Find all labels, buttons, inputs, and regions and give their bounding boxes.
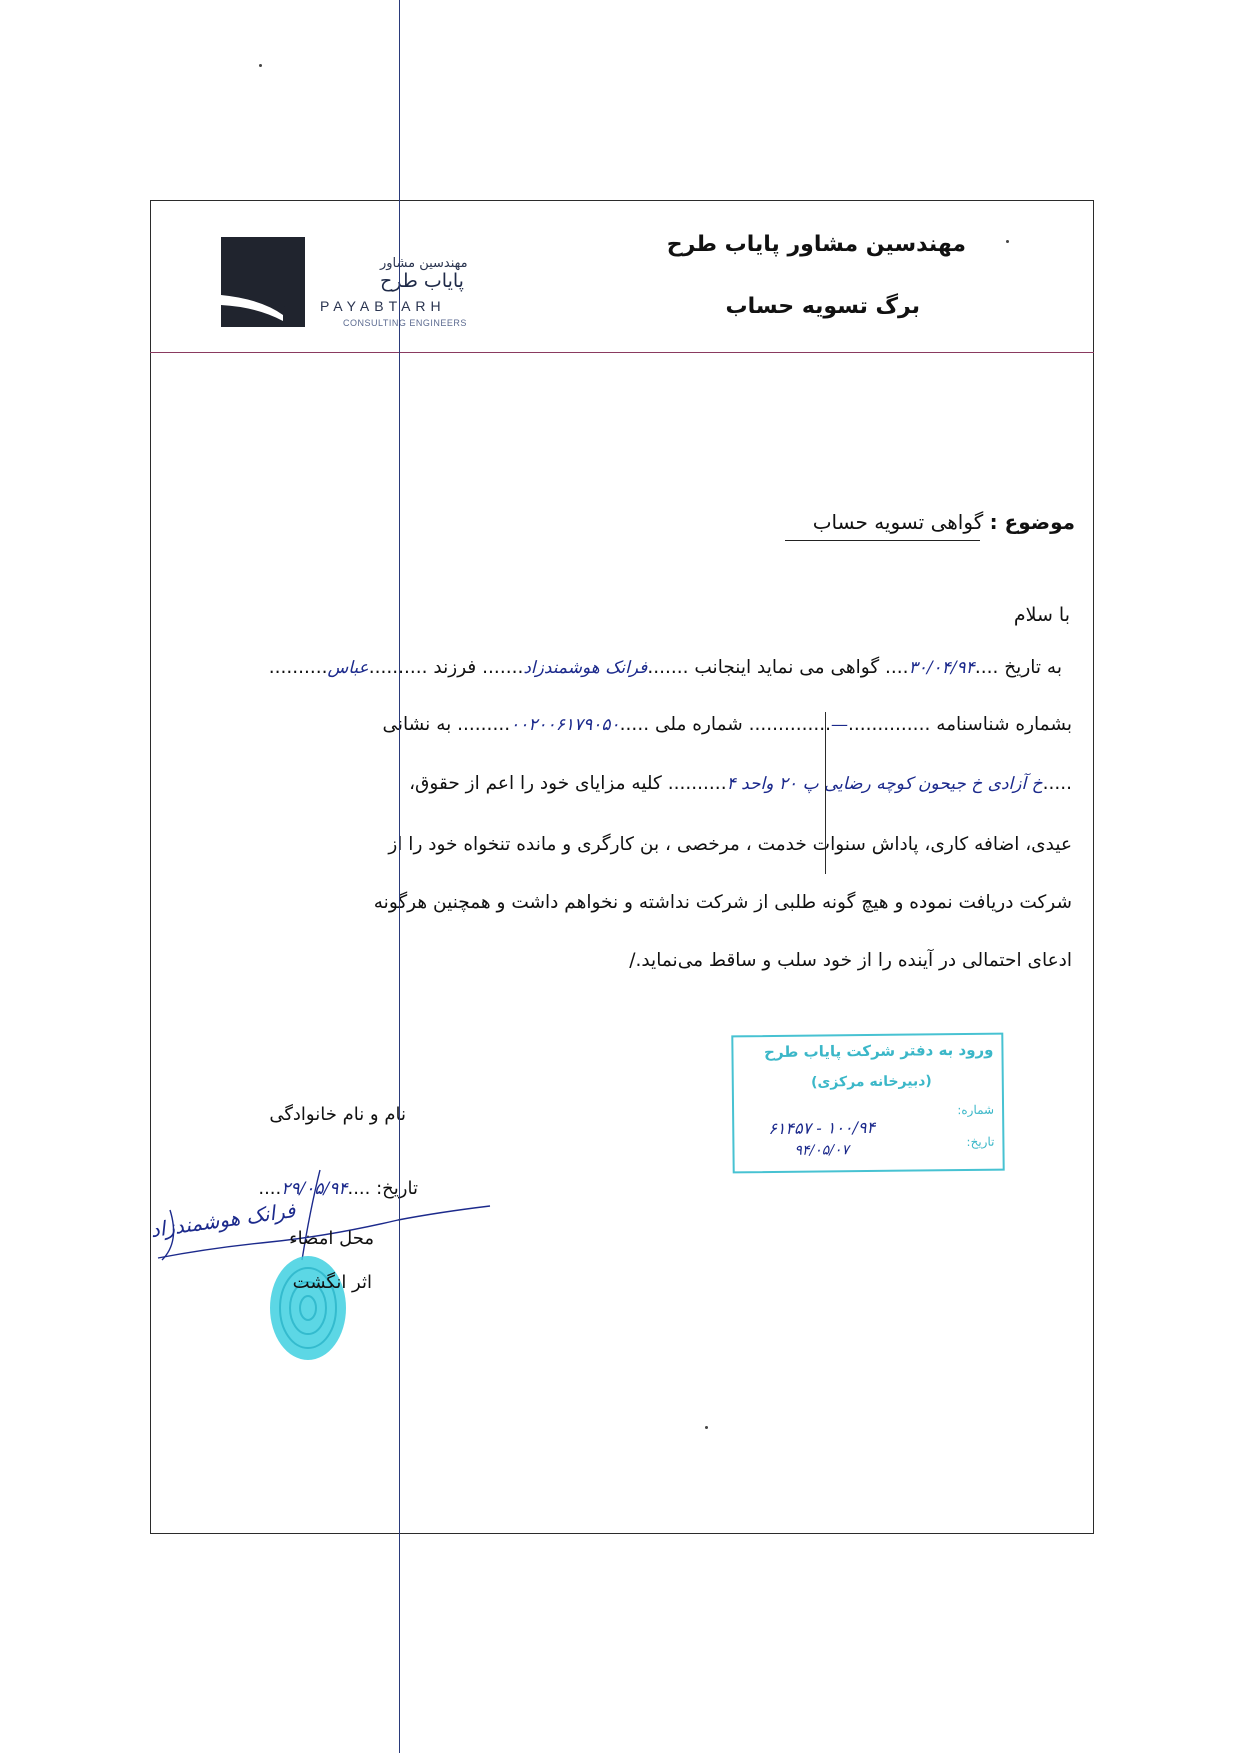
body-line-5: شرکت دریافت نموده و هیچ گونه طلبی از شرکت نداشته و نخواهم داشت و همچنین هرگونه: [373, 892, 1072, 913]
birth-certificate-label: بشماره شناسنامه: [936, 714, 1072, 735]
handwritten-father-name: عباس: [327, 658, 369, 678]
body-line-4: عیدی، اضافه کاری، پاداش سنوات خدمت ، مرخصی ، بن کارگری و مانده تنخواه خود را از: [388, 834, 1072, 855]
signature: فرانک هوشمندزاد: [149, 1197, 297, 1243]
handwritten-birth-number: —: [831, 715, 848, 735]
subject-text: گواهی تسویه حساب: [812, 510, 984, 534]
fingerprint-icon: [262, 1246, 354, 1366]
body-line-3: .....خ آزادی خ جیحون کوچه رضایی پ ۲۰ واحد ۴.......... کلیه مزایای خود را اعم از حقوق،: [409, 773, 1072, 794]
fullname-label: نام و نام خانوادگی: [269, 1104, 406, 1125]
certify-text: گواهی می نماید اینجانب: [694, 657, 880, 678]
fingerprint-place-label: اثر انگشت: [292, 1272, 372, 1293]
greeting: با سلام: [1013, 604, 1070, 626]
form-title: برگ تسویه حساب: [725, 294, 920, 319]
header-separator: [150, 352, 1094, 353]
footer-date-value: ۲۹/۰۵/۹۴: [281, 1179, 348, 1199]
logo-name-en: PAYABTARH: [320, 298, 446, 314]
scan-speck: [259, 64, 262, 67]
handwritten-date: ۳۰/۰۴/۹۴: [908, 658, 975, 678]
address-label: به نشانی: [382, 714, 452, 735]
scan-speck: [705, 1426, 708, 1429]
stamp-title: ورود به دفتر شرکت پایاب طرح: [764, 1040, 994, 1062]
stamp-date-label: تاریخ:: [966, 1134, 995, 1149]
body-line-2: بشماره شناسنامه ..............—.............. شماره ملی .....۰۰۲۰۰۶۱۷۹۰۵۰......... به نشانی: [382, 714, 1072, 735]
reception-stamp: [731, 1033, 1004, 1174]
footer-date-line: تاریخ: ....۲۹/۰۵/۹۴....: [258, 1178, 418, 1199]
stamp-date-value: ۹۴/۰۵/۰۷: [794, 1142, 850, 1159]
handwritten-name: فرانک هوشمندزاد: [523, 658, 648, 678]
scan-speck: [1006, 240, 1009, 243]
company-name: مهندسین مشاور پایاب طرح: [666, 232, 966, 257]
national-id-label: شماره ملی: [654, 714, 743, 735]
scan-vertical-line: [399, 0, 400, 1753]
date-prefix: به تاریخ: [1004, 657, 1062, 678]
subject-line: [813, 510, 1075, 534]
signature-place-label: محل امضاء: [289, 1228, 374, 1249]
logo-subtitle-fa: مهندسین مشاور: [380, 256, 468, 271]
company-logo-icon: [221, 237, 305, 327]
benefits-text: کلیه مزایای خود را اعم از حقوق،: [409, 773, 662, 794]
scan-vertical-line-short: [825, 712, 826, 874]
handwritten-national-id: ۰۰۲۰۰۶۱۷۹۰۵۰: [510, 715, 620, 735]
stamp-number-label: شماره:: [957, 1102, 995, 1118]
logo-tagline-en: CONSULTING ENGINEERS: [343, 318, 467, 328]
stamp-subtitle: (دبیرخانه مرکزی): [810, 1073, 932, 1091]
stamp-number-value: ۱۰۰/۹۴ - ۶۱۴۵۷: [768, 1117, 876, 1139]
footer-date-label: تاریخ:: [376, 1178, 418, 1199]
subject-underline: [785, 540, 980, 541]
child-of-label: فرزند: [433, 657, 477, 678]
body-line-1: به تاریخ ....۳۰/۰۴/۹۴.... گواهی می نماید اینجانب .......فرانک هوشمندزاد....... فرزند ..........عباس..........: [268, 657, 1062, 678]
logo-name-fa: پایاب طرح: [380, 270, 464, 292]
subject-label: موضوع :: [989, 510, 1075, 534]
handwritten-address: خ آزادی خ جیحون کوچه رضایی پ ۲۰ واحد ۴: [726, 774, 1043, 794]
body-line-6: ادعای احتمالی در آینده را از خود سلب و ساقط می‌نماید./: [629, 950, 1072, 971]
